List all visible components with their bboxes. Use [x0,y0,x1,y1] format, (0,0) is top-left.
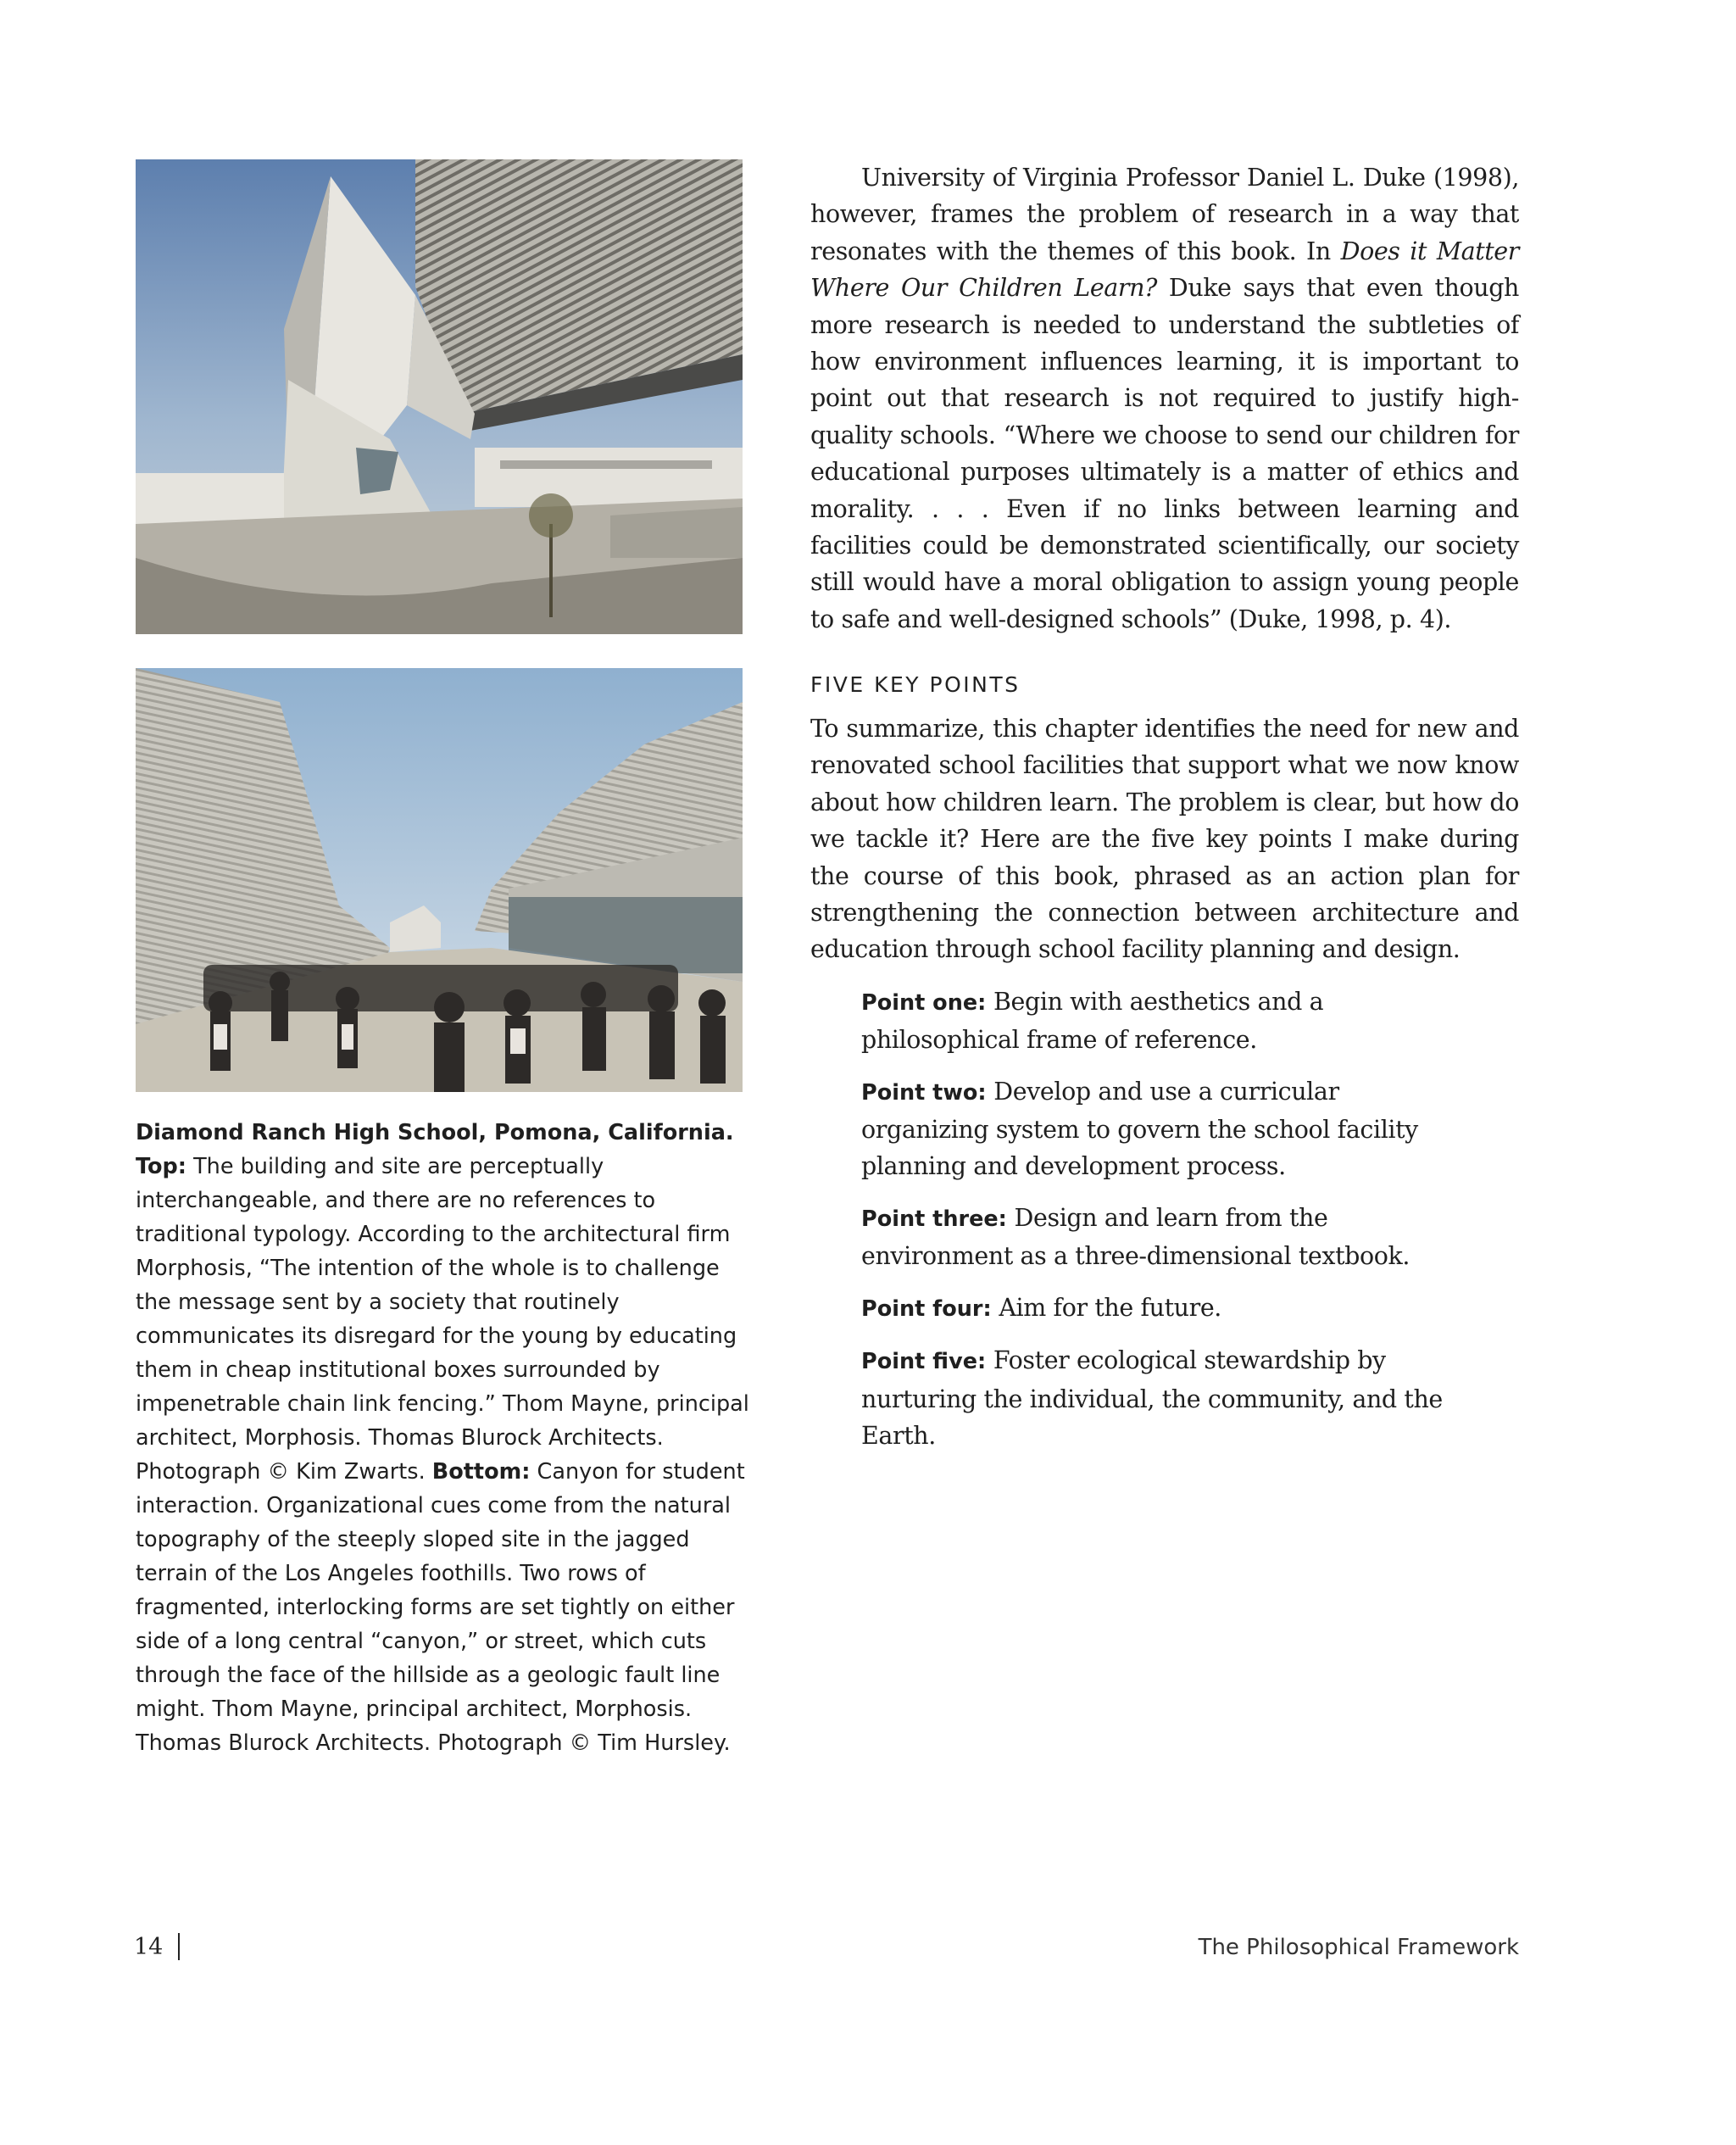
section-heading: FIVE KEY POINTS [810,672,1021,697]
key-points-list [861,983,1472,1454]
photo-top-illustration [136,159,743,634]
point-label: Point one: [861,989,987,1016]
list-item [861,1200,1472,1275]
list-item [861,1290,1472,1328]
caption-bottom-label: Bottom: [431,1459,531,1485]
point-label: Point four: [861,1295,992,1322]
point-text: Develop and use a curricular organizing system to govern the school facility planning and development process. [861,1077,1418,1181]
page-footer-left [134,1933,180,1960]
caption-top-text: The building and site are perceptually interchangeable, and there are no references to traditional typology. According to the architectural firm Morphosis, “The intention of the whole is to challenge the message sent by a society that routinely communicates its disregard for the young by educating them in cheap institutional boxes surrounded by impenetrable chain link fencing.” Thom Mayne, principal architect, Morphosis. Thomas Blurock Architects. Photograph © Kim Zwarts. [136,1154,749,1485]
running-title: The Philosophical Framework [1198,1935,1519,1960]
caption-bottom-text: Canyon for student interaction. Organizational cues come from the natural topography of the steeply sloped site in the jagged terrain of the Los Angeles foothills. Two rows of fragmented, interlocking forms are set tightly on either side of a long central “canyon,” or street, which cuts through the face of the hillside as a geologic fault line might. Thom Mayne, principal architect, Morphosis. Thomas Blurock Architects. Photograph © Tim Hursley. [136,1459,745,1756]
list-item [861,983,1472,1059]
list-item [861,1342,1472,1454]
photo-top [136,159,743,634]
point-label: Point five: [861,1349,987,1375]
point-label: Point two: [861,1079,987,1106]
point-text: Design and learn from the environment as a three-dimensional textbook. [861,1203,1410,1271]
photo-caption [136,1116,754,1760]
section-paragraph: To summarize, this chapter identifies the need for new and renovated school facilities that support what we now know about how children learn. The problem is clear, but how do we tackle it? Here are the five key points I make during the course of this book, phrased as an action plan for strengthening the connection between architecture and education through school facility planning and design. [810,715,1519,964]
photo-bottom [136,668,743,1092]
list-item [861,1073,1472,1185]
point-text: Aim for the future. [991,1293,1221,1322]
intro-block [810,159,1519,638]
intro-text-1: University of Virginia Professor Daniel L. Duke (1998), however, frames the problem of research in a way that resonates with the themes of this book. In [810,164,1519,265]
photo-bottom-illustration [136,668,743,1092]
five-key-points-section [810,668,1519,1468]
point-text: Foster ecological stewardship by nurturing the individual, the community, and the Earth. [861,1346,1443,1450]
intro-text-2: Duke says that even though more research is needed to understand the subtleties of how environment influences learning, it is important to point out that research is not required to justify high-quality schools. “Where we choose to send our children for educational purposes ultimately is a matter of ethics and morality. . . . Even if no links between learning and facilities could be demonstrated scientifically, our society still would have a moral obligation to assign young people to safe and well-designed schools” (Duke, 1998, p. 4). [810,274,1519,633]
point-label: Point three: [861,1206,1007,1232]
intro-paragraph [810,159,1519,638]
caption-title: Diamond Ranch High School, Pomona, California. [136,1120,734,1145]
page-number: 14 [134,1933,164,1960]
caption-top-label: Top: [136,1154,186,1179]
book-title: Does it Matter Where Our Children Learn? [810,237,1519,303]
point-text: Begin with aesthetics and a philosophical frame of reference. [861,987,1324,1055]
footer-divider [178,1933,180,1960]
